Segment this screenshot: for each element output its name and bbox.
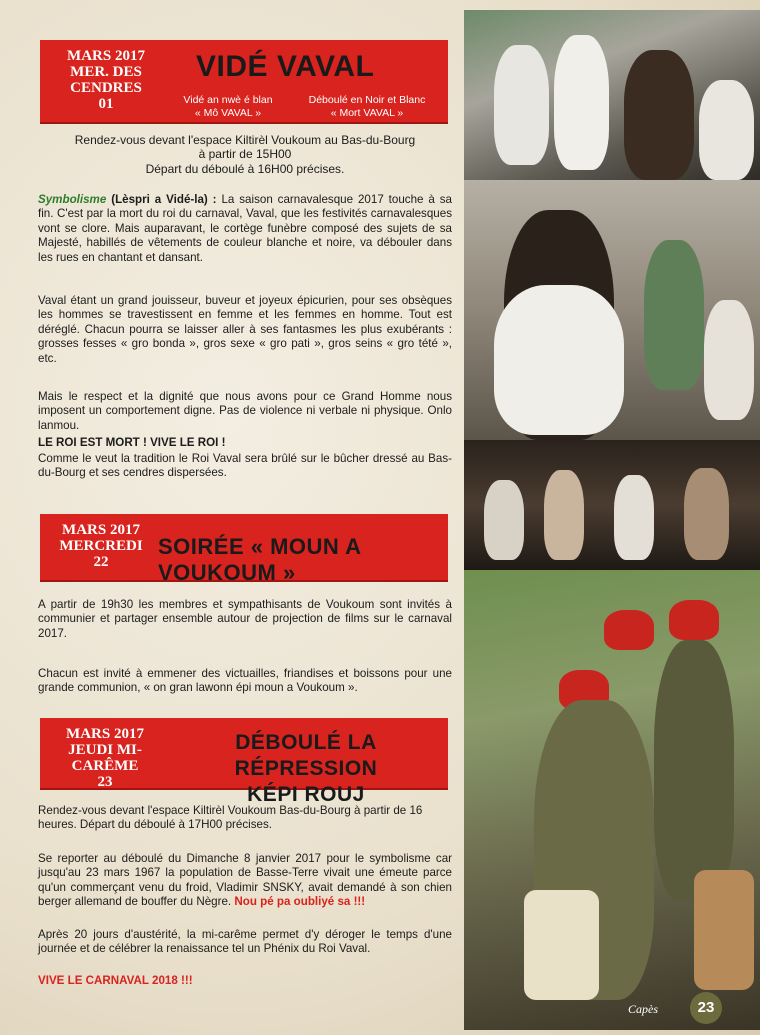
photo-figure: [494, 45, 549, 165]
paragraph: [38, 852, 452, 910]
photo-figure: [684, 468, 729, 560]
event-title: [176, 730, 436, 808]
photo-crowd-white: [464, 10, 760, 180]
symbolism-paragraph: [38, 193, 452, 265]
symbolism-sub: (Lèspri a Vidé-la) :: [111, 193, 217, 206]
event-banner-vide-vaval: [40, 40, 448, 122]
meeting-line: Rendez-vous devant l'espace Kiltirèl Voukoum au Bas-du-Bourg: [74, 133, 416, 147]
photo-figure: [669, 600, 719, 640]
closing-line: VIVE LE CARNAVAL 2018 !!!: [38, 974, 193, 987]
subtitle-line: « Mort VAVAL »: [330, 107, 404, 119]
paragraph: Après 20 jours d'austérité, la mi-carême permet d'y déroger le temps d'une journée et de célébrer la renaissance tel un Phénix du Roi Vaval.: [38, 928, 452, 956]
date-line: JEUDI MI-CARÊME: [68, 742, 142, 774]
date-line: MARS 2017: [66, 726, 144, 742]
date-line: MERCREDI: [59, 538, 143, 554]
date-line: 23: [97, 774, 113, 790]
photo-figure: [644, 240, 704, 390]
event-date: [46, 726, 164, 790]
meeting-line: Départ du déboulé à 16H00 précises.: [145, 161, 345, 176]
photo-figure: [484, 480, 524, 560]
photo-collage: [464, 10, 760, 1030]
date-line: 22: [93, 554, 109, 570]
event-date: [46, 522, 156, 570]
photo-figure: [554, 35, 609, 170]
photo-figure: [524, 890, 599, 1000]
symbolism-text: La saison carnavalesque 2017 touche à sa fin. C'est par la mort du roi du carnaval, Vaval, que les festivités carnavalesques vont se clore. Mais auparavant, le cortège funèbre composé des sujets de sa Majesté, habillés de vêtements de couleur blanche et noire, va débouler dans les rues en chantant et dansant.: [38, 193, 452, 264]
event-date: [46, 48, 166, 112]
title-line: DÉBOULÉ LA RÉPRESSION: [234, 731, 378, 780]
event-title: VIDÉ VAVAL: [196, 50, 375, 83]
photo-figure: [494, 285, 624, 435]
page-number: 23: [690, 992, 722, 1024]
subtitle-line: Vidé an nwè é blan: [183, 94, 273, 106]
event-title: SOIRÉE « MOUN A VOUKOUM »: [158, 534, 361, 585]
event-subtitle-french: [292, 94, 442, 120]
event-banner-soiree: [40, 514, 448, 585]
meeting-line: à partir de 15H00: [198, 147, 292, 162]
event-banner-deboule: [40, 718, 448, 806]
date-line: MER. DES CENDRES: [70, 64, 142, 96]
photo-crowd-night: [464, 440, 760, 570]
photo-figure: [704, 300, 754, 420]
photo-kepi-rouj-drummers: [464, 570, 760, 1030]
date-line: MARS 2017: [67, 48, 145, 64]
photo-figure: [614, 475, 654, 560]
paragraph: Chacun est invité à emmener des victuailles, friandises et boissons pour une grande communion, « on gran lawonn épi moun a Voukoum ».: [38, 667, 452, 695]
king-line: LE ROI EST MORT ! VIVE LE ROI !: [38, 436, 226, 449]
subtitle-line: « Mô VAVAL »: [194, 107, 262, 119]
photo-drummer-white: [464, 180, 760, 440]
event-subtitle-creole: [168, 94, 288, 120]
paragraph: Rendez-vous devant l'espace Kiltirèl Voukoum Bas-du-Bourg à partir de 16 heures. Départ du déboulé à 17H00 précises.: [38, 804, 423, 832]
photo-figure: [544, 470, 584, 560]
meeting-info: [38, 133, 452, 176]
paragraph: Mais le respect et la dignité que nous avons pour ce Grand Homme nous imposent un comportement digne. Pas de violence ni verbale ni physique. Onlo lanmou.: [38, 390, 452, 432]
photo-figure: [654, 640, 734, 900]
title-line: KÉPI ROUJ: [247, 783, 365, 806]
highlight-text: Nou pé pa oubliyé sa !!!: [234, 895, 366, 909]
photo-figure: [699, 80, 754, 180]
symbolism-label: Symbolisme: [38, 193, 107, 206]
paragraph: A partir de 19h30 les membres et sympathisants de Voukoum sont invités à communier et partager ensemble autour de projection de films sur le carnaval 2017.: [38, 598, 452, 640]
photo-figure: [604, 610, 654, 650]
date-line: MARS 2017: [62, 522, 140, 538]
photo-figure: [624, 50, 694, 180]
photo-figure: [694, 870, 754, 990]
subtitle-line: Déboulé en Noir et Blanc: [308, 94, 426, 106]
date-line: 01: [98, 96, 114, 112]
magazine-name: Capès: [628, 1002, 658, 1016]
paragraph-text: Se reporter au déboulé du Dimanche 8 janvier 2017 pour le symbolisme car jusqu'au 23 mars 1967 la population de Basse-Terre vivait une émeute parce qu'un commerçant venu du froid, Vladimir SNSKY, avait demandé à son chien berger allemand de bouffer du Nègre.: [38, 852, 452, 909]
paragraph: Comme le veut la tradition le Roi Vaval sera brûlé sur le bûcher dressé au Bas-du-Bourg et ses cendres dispersées.: [38, 452, 452, 480]
paragraph: Vaval étant un grand jouisseur, buveur et joyeux épicurien, pour ses obsèques les hommes se travestissent en femme et les femmes en homme. Tout est déréglé. Chacun pourra se laisser aller à ses fantasmes les plus exubérants : grosses fesses « gro bonda », gros sexe « gro pati », gros seins « gro tété », etc.: [38, 294, 452, 365]
